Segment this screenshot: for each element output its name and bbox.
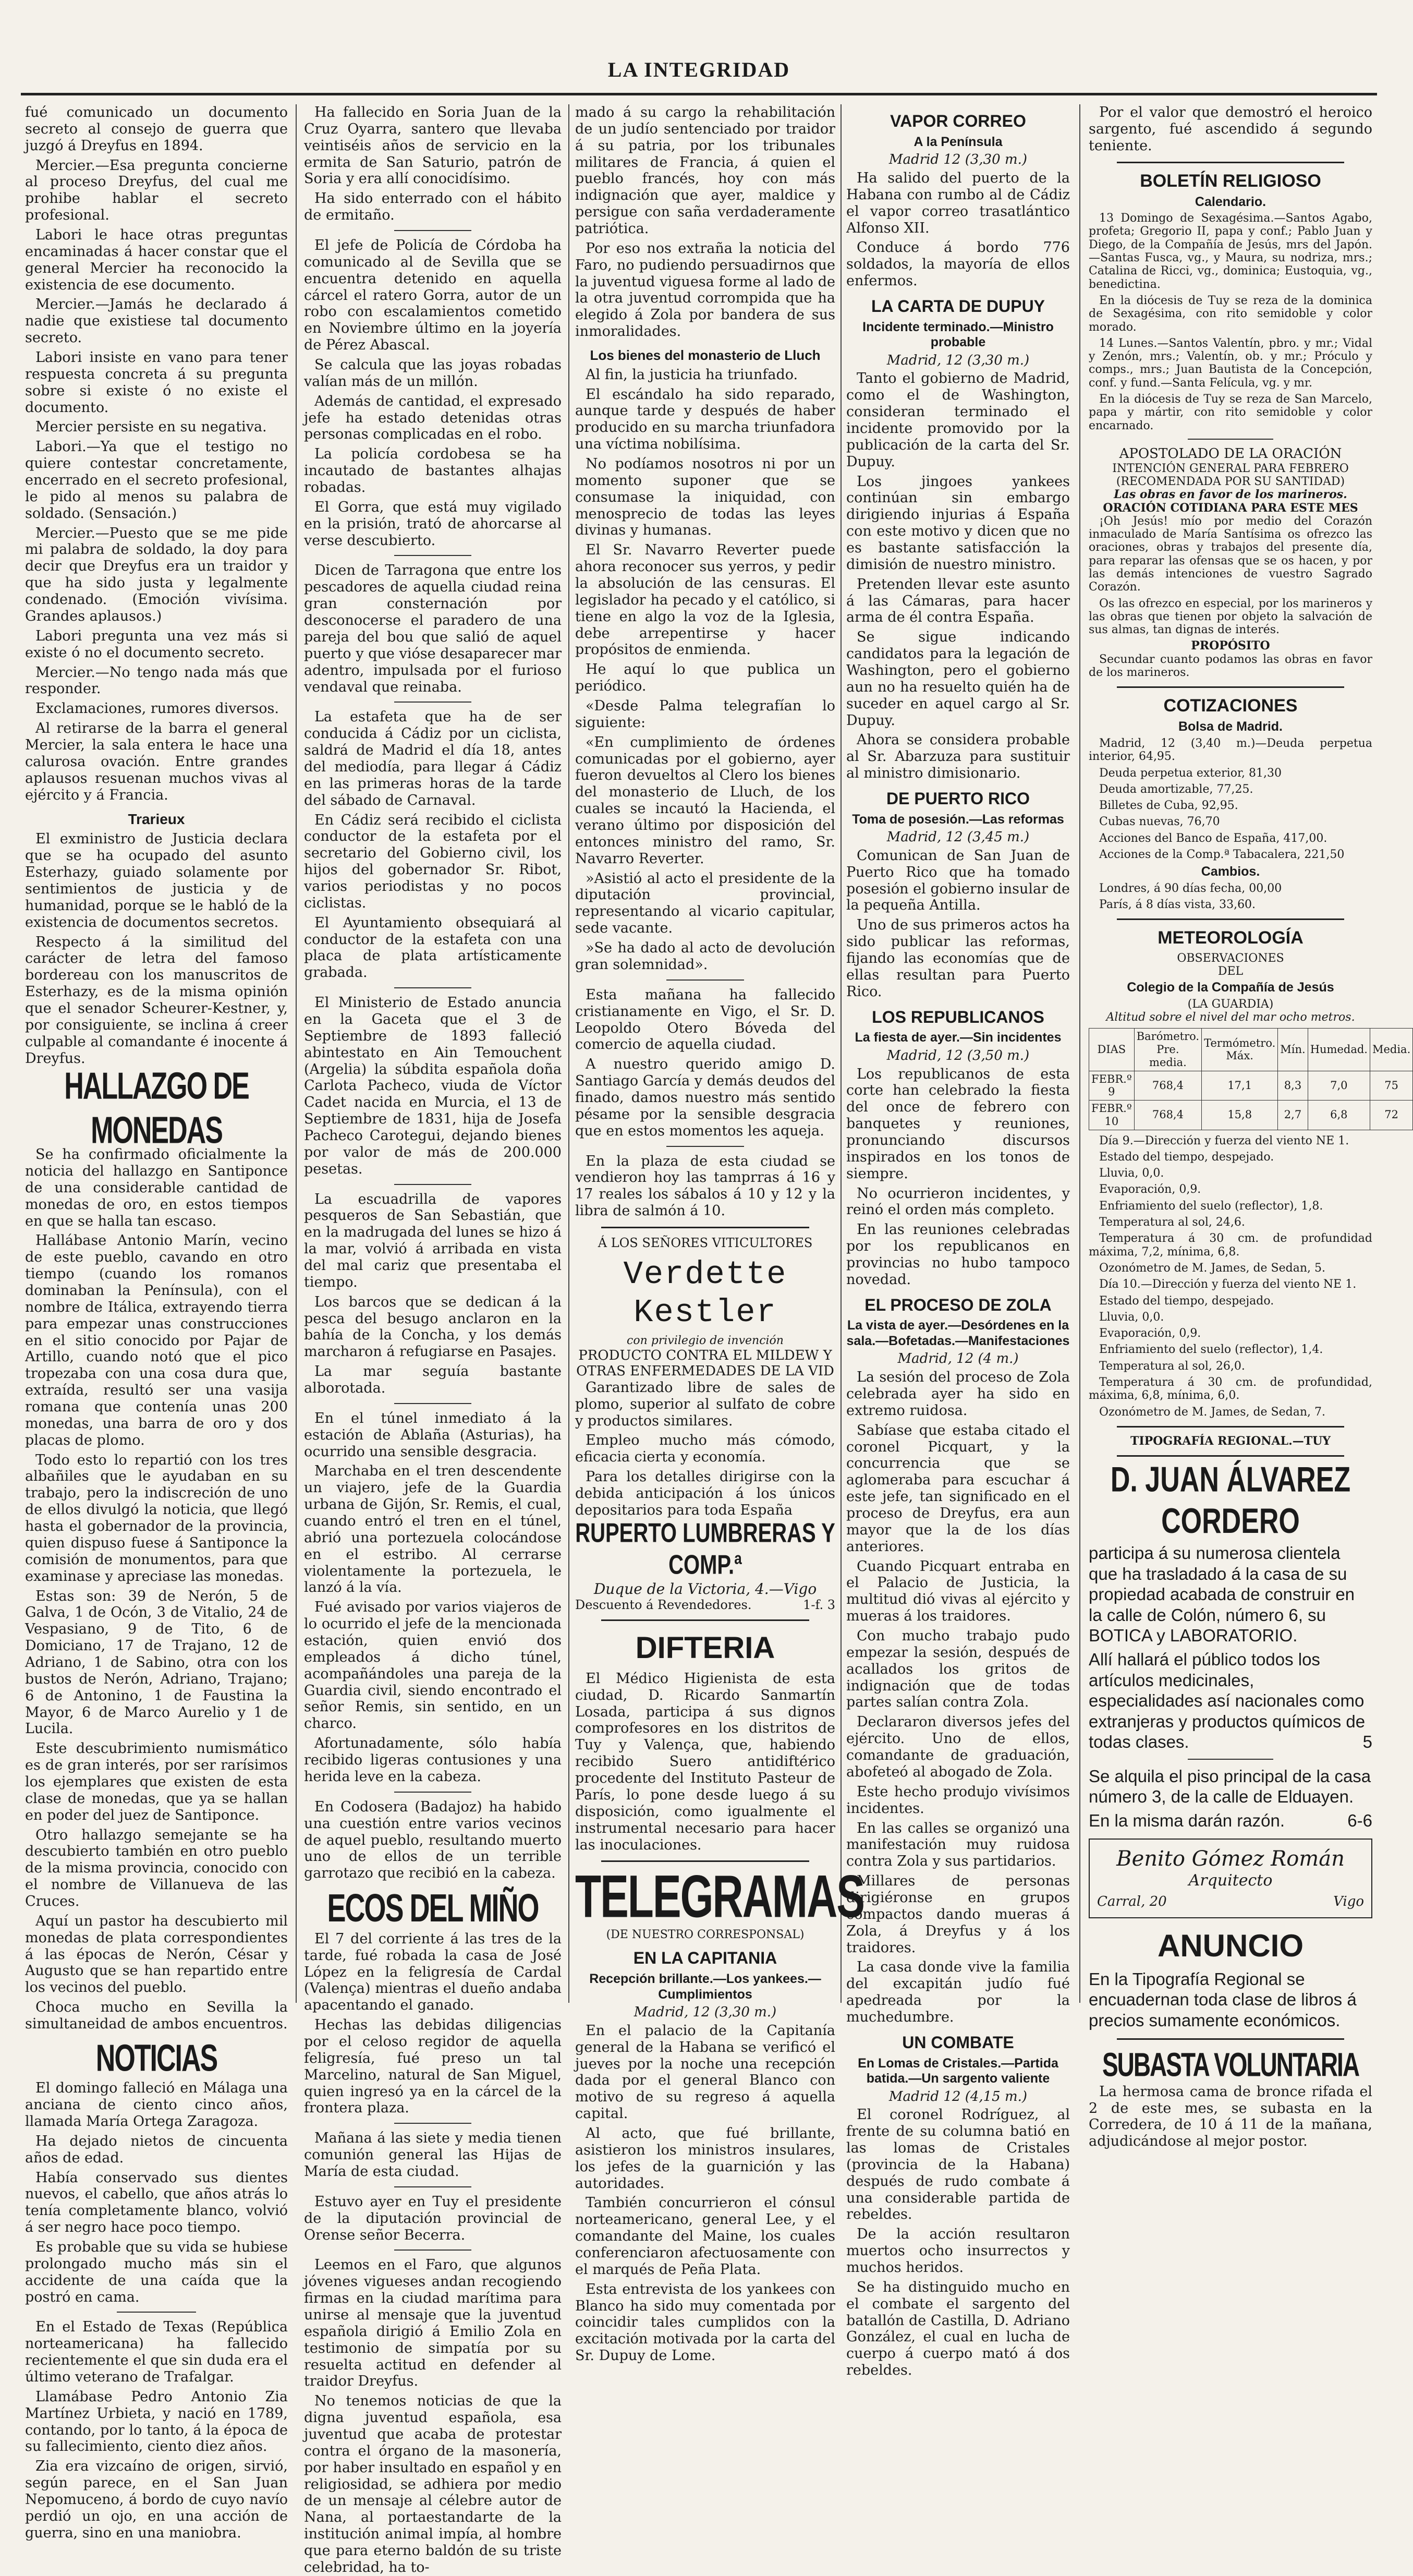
paragraph: No podíamos nosotros ni por un momento suponer que se consumase la iniquidad, con menosprecio de todas las leyes divinas y humanas.	[575, 456, 835, 539]
ad-text	[1089, 1649, 1372, 1752]
subheading: La vista de ayer.—Desórdenes en la sala.—Bofetadas.—Manifestaciones	[846, 1318, 1070, 1348]
paragraph: Se sigue indicando candidatos para la legación de Washington, pero el gobierno aun no ha resuelto quién ha de suceder en aquel cargo al Sr. Dupuy.	[846, 629, 1070, 729]
ad-text: Para los detalles dirigirse con la debida anticipación á los únicos depositarios para toda España	[575, 1469, 835, 1518]
paragraph: Londres, á 90 días fecha, 00,00	[1099, 881, 1282, 895]
paragraph: ¡Oh Jesús! mío por medio del Corazón inmaculado de María Santísima os ofrezco las oraciones, obras y trabajos del presente día, para reparar las ofensas que se os hacen, y por las demás intenciones de vuestro Sagrado Corazón.	[1089, 514, 1372, 594]
column-4	[842, 104, 1074, 2379]
table-cell: 768,4	[1134, 1071, 1201, 1100]
paragraph: Evaporación, 0,9.	[1099, 1183, 1201, 1196]
table-header: DIAS	[1089, 1029, 1135, 1071]
paragraph: Mercier.—No tengo nada más que responder.	[25, 664, 288, 697]
paragraph: En el Estado de Texas (República norteamericana) ha fallecido recientemente el que sin duda era el último veterano de Trafalgar.	[25, 2319, 288, 2385]
paragraph: El escándalo ha sido reparado, aunque tarde y después de haber producido en su marcha triunfadora una víctima nobilísima.	[575, 386, 835, 453]
dateline: Madrid, 12 (3,50 m.)	[886, 1047, 1030, 1063]
paragraph: Evaporación, 0,9.	[1099, 1327, 1201, 1340]
section-heading-capitania: EN LA CAPITANIA	[633, 1949, 777, 1968]
paragraph: Zia era vizcaíno de origen, sirvió, según parece, en el San Juan Nepomuceno, á bordo de cuyo navío perdió un ojo, en una acción de guerra, sino en una maniobra.	[25, 2458, 288, 2541]
paragraph: Los jingoes yankees continúan sin embargo dirigiendo injurias á España con este motivo y dicen que no es bastante satisfacción la dimisión de nuestro ministro.	[846, 473, 1070, 573]
architect-ad	[1089, 1839, 1372, 1918]
paragraph: Temperatura al sol, 26,0.	[1099, 1359, 1245, 1373]
separator	[394, 2123, 471, 2124]
printer-credit: TIPOGRAFÍA REGIONAL.—TUY	[1130, 1434, 1331, 1448]
correspondent-note: (DE NUESTRO CORRESPONSAL)	[606, 1928, 805, 1942]
paragraph: mado á su cargo la rehabilitación de un judío sentenciado por traidor á su patria, por los tribunales militares de Francia, á quien el pueblo francés, hoy con más indignación que ayer, maldice y persigue con saña verdaderamente patriótica.	[575, 104, 835, 237]
separator	[394, 2186, 471, 2187]
paragraph: Deuda amortizable, 77,25.	[1099, 782, 1253, 796]
dateline: Madrid, 12 (3,30 m.)	[634, 2004, 777, 2021]
paragraph: Día 10.—Dirección y fuerza del viento NE 1.	[1099, 1278, 1357, 1291]
separator	[666, 979, 745, 981]
paragraph: Labori pregunta una vez más si existe ó no el documento secreto.	[25, 627, 288, 661]
ad-footer	[575, 1598, 835, 1612]
subheading: Las obras en favor de los marineros.	[1114, 488, 1347, 502]
paragraph: París, á 8 días vista, 33,60.	[1099, 898, 1256, 912]
ad-text: Se alquila el piso principal de la casa número 3, de la calle de Elduayen.	[1089, 1766, 1371, 1807]
paragraph: El Ministerio de Estado anuncia en la Gaceta que el 3 de Septiembre de 1893 falleció abintestato en Ain Temouchent (Argelia) la súbdita española doña Carlota Pacheco, viuda de Víctor Cadet nacida en Murcia, el 13 de Septiembre de 1831, hija de Josefa Pacheco Carotegui, dejando bienes por valor de más de 200.000 pesetas.	[304, 995, 562, 1177]
paragraph: He aquí lo que publica un periódico.	[575, 661, 835, 695]
table-row	[1089, 1100, 1413, 1130]
table-cell: FEBR.º 9	[1089, 1071, 1135, 1100]
ad-text: Garantizado libre de sales de plomo, superior al sulfato de cobre y productos similares.	[575, 1379, 835, 1429]
paragraph: Otro hallazgo semejante se ha descubierto también en otro pueblo de la misma provincia, conocido con el nombre de Villanueva de las Cruces.	[25, 1827, 288, 1909]
section-heading-anuncio: ANUNCIO	[1158, 1928, 1304, 1963]
table-header: Humedad.	[1308, 1029, 1370, 1071]
table-cell: 7,0	[1308, 1071, 1370, 1100]
paragraph: Mercier.—Esa pregunta concierne al proceso Dreyfus, del cual me prohibe hablar el secreto profesional.	[25, 157, 288, 224]
ad-text-body: Allí hallará el público todos los artículos medicinales, especialidades así nacionales como extranjeras y productos químicos de todas clases.	[1089, 1649, 1366, 1752]
column-5	[1085, 104, 1411, 2150]
ad-address: Duque de la Victoria, 4.—Vigo	[593, 1580, 817, 1598]
section-heading-noticias: NOTICIAS	[95, 2037, 217, 2080]
paragraph: En las calles se organizó una manifestación muy ruidosa contra Zola y sus partidarios.	[846, 1820, 1070, 1870]
separator	[394, 702, 471, 703]
separator	[666, 1146, 745, 1147]
paragraph: Por el valor que demostró el heroico sargento, fué ascendido á segundo teniente.	[1089, 104, 1372, 154]
paragraph: Además de cantidad, el expresado jefe ha estado detenidas otras personas complicadas en el robo.	[304, 393, 562, 443]
section-heading-meteorologia: METEOROLOGÍA	[1158, 928, 1304, 948]
column-divider	[568, 104, 569, 2003]
paragraph: »Asistió al acto el presidente de la diputación provincial, representando al vicario capitular, sede vacante.	[575, 870, 835, 937]
paragraph: Marchaba en el tren descendente un viajero, jefe de la Guardia urbana de Gijón, Sr. Remis, el cual, cuando entró el tren en el túnel, abrió una portezuela colocándose en el estribo. Al cerrarse violentamente la portezuela, le lanzó á la vía.	[304, 1463, 562, 1596]
paragraph: Ha salido del puerto de la Habana con rumbo al de Cádiz el vapor correo trasatlántico Alfonso XII.	[846, 170, 1070, 236]
section-heading-trarieux: Trarieux	[128, 811, 185, 828]
paragraph: Al acto, que fué brillante, asistieron los ministros insulares, los jefes de la guarnición y las autoridades.	[575, 2125, 835, 2192]
separator	[601, 1619, 809, 1621]
paragraph: Por eso nos extraña la noticia del Faro, no pudiendo persuadirnos que la juventud viguesa forme al lado de la otra juventud corrompida que ha elegido á Zola por bandera de sus inmoralidades.	[575, 240, 835, 340]
paragraph: Con mucho trabajo pudo empezar la sesión, después de acallados los gritos de indignación que de todas partes salían contra Zola.	[846, 1628, 1070, 1711]
paragraph: Estas son: 39 de Nerón, 5 de Galva, 1 de Ocón, 3 de Vitalio, 24 de Vespasiano, 9 de Tito, 6 de Domiciano, 17 de Trajano, 12 de Adriano, 1 de Sabino, otra con los bustos de Nerón, Adriano, Trajano; 6 de Antonino, 1 de Faustina la Mayor, 6 de Marco Aurelio y 1 de Lucila.	[25, 1588, 288, 1737]
paragraph: Afortunadamente, sólo había recibido ligeras contusiones y una herida leve en la cabeza.	[304, 1735, 562, 1785]
paragraph: No tenemos noticias de que la digna juventud española, esa juventud que acaba de protestar contra el órgano de la masonería, por haber insultado en español y en religiosidad, se adhiera por medio de un mensaje al célebre autor de Nana, al portaestandarte de la institución animal impía, al hombre que para eterno baldón de su triste celebridad, ha to-	[304, 2393, 562, 2575]
separator	[1117, 1426, 1344, 1428]
paragraph: Enfriamiento del suelo (reflector), 1,4.	[1099, 1343, 1323, 1357]
paragraph: Acciones de la Comp.ª Tabacalera, 221,50	[1099, 848, 1345, 862]
separator	[394, 2250, 471, 2251]
paragraph: Al fin, la justicia ha triunfado.	[586, 366, 798, 383]
paragraph: En las reuniones celebradas por los republicanos en provincias no hubo tampoco novedad.	[846, 1222, 1070, 1288]
separator	[394, 555, 471, 556]
column-divider	[1079, 104, 1080, 2003]
separator	[117, 2312, 196, 2313]
separator	[1117, 162, 1344, 163]
paragraph: Esta mañana ha fallecido cristianamente en Vigo, el Sr. D. Leopoldo Otero Bóveda del comercio de aquella ciudad.	[575, 986, 835, 1053]
paragraph: La sesión del proceso de Zola celebrada ayer ha sido en extremo ruidosa.	[846, 1369, 1070, 1419]
newspaper-title: LA INTEGRIDAD	[607, 58, 790, 81]
paragraph: Sabíase que estaba citado el coronel Picquart, y la concurrencia que se aglomeraba para escuchar á este jefe, tan significado en el proceso de Dreyfus, era aun mayor que la de los días anteriores.	[846, 1422, 1070, 1555]
section-heading-zola: EL PROCESO DE ZOLA	[864, 1295, 1052, 1314]
paragraph: Estado del tiempo, despejado.	[1099, 1150, 1274, 1164]
paragraph: Ha fallecido en Soria Juan de la Cruz Oyarra, santero que llevaba veintiséis años de servicio en la ermita de San Saturio, patrón de Soria y era allí conocidísimo.	[304, 104, 562, 187]
paragraph: Ahora se considera probable al Sr. Abarzuza para sustituir al ministro dimisionario.	[846, 732, 1070, 782]
table-cell: 75	[1370, 1071, 1412, 1100]
table-cell: 6,8	[1308, 1100, 1370, 1130]
paragraph: A nuestro querido amigo D. Santiago García y demás deudos del finado, damos nuestro más sentido pésame por la sensible desgracia que en estos momentos les aqueja.	[575, 1056, 835, 1139]
architect-name: Benito Gómez Román	[1116, 1846, 1345, 1871]
paragraph: Mercier.—Jamás he declarado á nadie que existiese tal documento secreto.	[25, 296, 288, 346]
ad-ref: 5	[1362, 1732, 1372, 1752]
architect-street: Carral, 20	[1097, 1894, 1167, 1910]
viticultores-ad	[575, 1236, 835, 1613]
table-header: Termómetro. Máx.	[1202, 1029, 1278, 1071]
paragraph: El Médico Higienista de esta ciudad, D. Ricardo Sanmartín Losada, participa á sus dignos comprofesores en los distritos de Tuy y Valença, que, habiendo recibido Suero antidiftérico procedente del Instituto Pasteur de París, lo pone desde luego á su disposición, como igualmente el instrumental necesario para hacer las inoculaciones.	[575, 1670, 835, 1853]
paragraph: El domingo falleció en Málaga una anciana de ciento cinco años, llamada María Ortega Zaragoza.	[25, 2080, 288, 2130]
paragraph: El Sr. Navarro Reverter puede ahora reconocer sus yerros, y pedir la absolución de las censuras. El legislador ha pecado y el católico, si tiene en algo la voz de la Iglesia, debe arrepentirse y hacer propósitos de enmienda.	[575, 542, 835, 658]
paragraph: Lluvia, 0,0.	[1099, 1310, 1164, 1324]
paragraph: Os las ofrezco en especial, por los marineros y las obras que tienen por objeto la salvación de sus almas, tan dignas de interés.	[1089, 597, 1372, 637]
paragraph: En Cádiz será recibido el ciclista conductor de la estafeta por el secretario del Gobierno civil, los hijos del gobernador Sr. Ribot, varios periodistas y no pocos ciclistas.	[304, 812, 562, 911]
paragraph: Labori.—Ya que el testigo no quiere contestar concretamente, encerrado en el secreto profesional, le pido al menos su palabra de soldado. (Sensación.)	[25, 439, 288, 522]
separator	[394, 230, 471, 231]
paragraph: »Se ha dado al acto de devolución gran solemnidad».	[575, 940, 835, 973]
table-cell: FEBR.º 10	[1089, 1100, 1135, 1130]
paragraph: En el palacio de la Capitanía general de la Habana se verificó el jueves por la noche una recepción dada por el general Blanco con motivo de su regreso á aquella capital.	[575, 2022, 835, 2122]
table-cell: 768,4	[1134, 1100, 1201, 1130]
paragraph: Estado del tiempo, despejado.	[1099, 1294, 1274, 1308]
paragraph: Pretenden llevar este asunto á las Cámaras, para hacer arma de él contra España.	[846, 576, 1070, 626]
paragraph: Los barcos que se dedican á la pesca del besugo anclaron en la bahía de la Concha, y los demás marcharon á refugiarse en Pasajes.	[304, 1293, 562, 1360]
paragraph: La hermosa cama de bronce rifada el 2 de este mes, se subasta en la Corredera, de 10 á 11 de la mañana, adjudicándose al mejor postor.	[1089, 2083, 1372, 2150]
ad-ref: 1-f. 3	[803, 1598, 835, 1613]
paragraph: La mar seguía bastante alborotada.	[304, 1363, 562, 1397]
paragraph: El jefe de Policía de Córdoba ha comunicado al de Sevilla que se encuentra detenido en aquella cárcel el ratero Gorra, autor de un robo con escalamientos cometido en Noviembre último en la joyería de Pérez Abascal.	[304, 237, 562, 354]
dateline: Madrid, 12 (4 m.)	[897, 1351, 1019, 1367]
paragraph: Mercier persiste en su negativa.	[35, 419, 267, 436]
subheading: Colegio de la Compañía de Jesús	[1127, 980, 1334, 995]
paragraph: De la acción resultaron muertos ocho insurrectos y muchos heridos.	[846, 2226, 1070, 2276]
paragraph: Labori insiste en vano para tener respuesta concreta á su pregunta sobre si existe ó no existe el documento.	[25, 349, 288, 416]
subheading: A la Península	[913, 134, 1003, 149]
paragraph: 14 Lunes.—Santos Valentín, pbro. y mr.; Vidal y Zenón, mrs.; Valentín, ob. y mr.; Próculo y comps., mrs.; Juan Bautista de la Concepción, conf. y fund.—Santa Felícula, vg. y mr.	[1089, 336, 1372, 390]
section-heading-bienes: Los bienes del monasterio de Lluch	[590, 347, 821, 364]
paragraph: Este descubrimiento numismático es de gran interés, por ser rarísimos los ejemplares que existen de esta clase de monedas, que ya se hallan en poder del juez de Santiponce.	[25, 1740, 288, 1823]
ad-text: En la Tipografía Regional se encuadernan toda clase de libros á precios sumamente económicos.	[1089, 1969, 1357, 2030]
separator	[394, 1403, 471, 1404]
paragraph: También concurrieron el cónsul norteamericano, general Lee, y el comandante del Maine, los cuales conferenciaron afectuosamente con el marqués de Peña Plata.	[575, 2195, 835, 2278]
paragraph: La casa donde vive la familia del excapitán judío fué apedreada por la muchedumbre.	[846, 1959, 1070, 2025]
architect-address	[1097, 1894, 1364, 1910]
architect-city: Vigo	[1333, 1894, 1364, 1910]
ad-ref: 6-6	[1347, 1811, 1372, 1831]
paragraph: Acciones del Banco de España, 417,00.	[1099, 831, 1327, 845]
subheading: PROPÓSITO	[1191, 639, 1270, 653]
paragraph: Esta entrevista de los yankees con Blanco ha sido muy comentada por coincidir tales cumplidos con la excitación motivada por la carta del Sr. Dupuy de Lome.	[575, 2281, 835, 2364]
subheading: ORACIÓN COTIDIANA PARA ESTE MES	[1103, 501, 1358, 515]
paragraph: Ha sido enterrado con el hábito de ermitaño.	[304, 190, 562, 224]
paragraph: fué comunicado un documento secreto al consejo de guerra que juzgó á Dreyfus en 1894.	[25, 104, 288, 154]
section-heading-cotizaciones: COTIZACIONES	[1163, 696, 1298, 716]
paragraph: Choca mucho en Sevilla la simultaneidad de ambos encuentros.	[25, 1999, 288, 2032]
advertiser-name: D. JUAN ÁLVAREZ CORDERO	[1110, 1460, 1351, 1542]
dateline: Madrid, 12 (3,30 m.)	[886, 352, 1030, 368]
paragraph: Ha dejado nietos de cincuenta años de edad.	[25, 2133, 288, 2166]
section-heading-difteria: DIFTERIA	[635, 1631, 775, 1665]
section-heading-puerto-rico: DE PUERTO RICO	[886, 789, 1030, 808]
paragraph: «Desde Palma telegrafían lo siguiente:	[575, 698, 835, 731]
paragraph: Dicen de Tarragona que entre los pescadores de aquella ciudad reina gran consternación por desconocerse el paradero de una pareja del bou que salió de aquel puerto y que vióse desaparecer mar adentro, impulsada por el furioso vendaval que reinaba.	[304, 562, 562, 695]
section-heading-telegramas: TELEGRAMAS	[575, 1864, 864, 1931]
paragraph: En la diócesis de Tuy se reza de la dominica de Sexagésima, con rito semidoble y color morado.	[1089, 294, 1372, 334]
paragraph: Se ha confirmado oficialmente la noticia del hallazgo en Santiponce de una considerable cantidad de monedas de oro, en estos tiempos en que se halla tan escaso.	[25, 1146, 288, 1229]
subheading: Altitud sobre el nivel del mar ocho metros.	[1106, 1010, 1355, 1024]
column-2	[300, 104, 566, 2575]
paragraph: «En cumplimiento de órdenes comunicadas por el gobierno, ayer fueron devueltos al Clero los bienes del monasterio de Lluch, de los cuales se incautó la Hacienda, el verano último por disposición del entonces ministro del ramo, Sr. Navarro Reverter.	[575, 734, 835, 867]
paragraph: Cuando Picquart entraba en el Palacio de Justicia, la multitud dió vivas al ejército y mueras á los traidores.	[846, 1558, 1070, 1625]
subheading: OBSERVACIONES	[1177, 951, 1284, 965]
separator	[1117, 918, 1344, 920]
table-header: Barómetro. Pre. media.	[1134, 1029, 1201, 1071]
subheading: Cambios.	[1201, 864, 1260, 879]
paragraph: El exministro de Justicia declara que se ha ocupado del asunto Esterhazy, guiado solamente por sentimientos de justicia y de humanidad, porque se le habló de la existencia de documentos secretos.	[25, 831, 288, 930]
subheading: En Lomas de Cristales.—Partida batida.—Un sargento valiente	[858, 2055, 1058, 2086]
paragraph: Tanto el gobierno de Madrid, como el de Washington, consideran terminado el incidente promovido por la publicación de la carta del Sr. Dupuy.	[846, 370, 1070, 470]
paragraph: Estuvo ayer en Tuy el presidente de la diputación provincial de Orense señor Becerra.	[304, 2193, 562, 2243]
separator	[1117, 686, 1344, 688]
paragraph: La estafeta que ha de ser conducida á Cádiz por un ciclista, saldrá de Madrid el día 18, antes del mediodía, para llegar á Cádiz en las primeras horas de la tarde del sábado de Carnaval.	[304, 709, 562, 808]
separator	[394, 1792, 471, 1793]
paragraph: El Gorra, que está muy vigilado en la prisión, trató de ahorcarse al verse descubierto.	[304, 499, 562, 549]
separator	[394, 987, 471, 988]
ad-company: RUPERTO LUMBRERAS Y COMP.ª	[575, 1518, 835, 1580]
separator	[1188, 439, 1273, 440]
section-heading-subasta: SUBASTA VOLUNTARIA	[1102, 2045, 1359, 2083]
paragraph: Comunican de San Juan de Puerto Rico que ha tomado posesión el gobierno insular de la pequeña Antilla.	[846, 847, 1070, 914]
ad-heading: Á LOS SEÑORES VITICULTORES	[598, 1235, 813, 1250]
paragraph: Se ha distinguido mucho en el combate el sargento del batallón de Castilla, D. Adriano González, el cual en lucha de cuerpo á cuerpo mató á dos rebeldes.	[846, 2279, 1070, 2379]
paragraph: 13 Domingo de Sexagésima.—Santos Agabo, profeta; Gregorio II, papa y conf.; Pablo Juan y Diego, de la Compañía de Jesús, mrs del Japón.—Santas Fusca, vg., y Maura, su nodriza, mrs.; Catalina de Ricci, vg., dominica; Eustoquia, vg., benedictina.	[1089, 212, 1372, 291]
section-heading-combate: UN COMBATE	[902, 2033, 1014, 2052]
ad-privilege: con privilegio de invención	[627, 1334, 784, 1347]
paragraph: Labori le hace otras preguntas encaminadas á hacer constar que el general Mercier ha reconocido la existencia de ese documento.	[25, 227, 288, 293]
paragraph: Hallábase Antonio Marín, vecino de este pueblo, cavando en otro tiempo (cuando los romanos dominaban la Península), con el nombre de Itálica, extrayendo tierra para empezar unas construcciones en el sitio conocido por Pajar de Artillo, cuando notó que el pico tropezaba con una cosa dura que, extraída, resultó ser una vasija romana que contenía unas 200 monedas, una barra de oro y dos placas de plomo.	[25, 1232, 288, 1448]
table-header: Media.	[1370, 1029, 1412, 1071]
paragraph: Declararon diversos jefes del ejército. Uno de ellos, comandante de graduación, abofeteó al abogado de Zola.	[846, 1714, 1070, 1780]
subheading: La fiesta de ayer.—Sin incidentes	[855, 1030, 1062, 1045]
paragraph: Todo esto lo repartió con los tres albañiles que le ayudaban en su trabajo, pero la indiscreción de uno de ellos divulgó la noticia, que llegó hasta el gobernador de la provincia, quien dispuso fuese á Santiponce la comisión de monumentos, para que examinase y apreciase las monedas.	[25, 1452, 288, 1585]
ad-brand: Verdette Kestler	[623, 1256, 787, 1332]
paragraph: La escuadrilla de vapores pesqueros de San Sebastián, que en la madrugada del lunes se hizo á la mar, volvió á arribada en vista del mal cariz que presentaba el tiempo.	[304, 1191, 562, 1290]
paragraph: Llamábase Pedro Antonio Zia Martínez Urbieta, y nació en 1789, contando, por lo tanto, á la época de su fallecimiento, ciento diez años.	[25, 2388, 288, 2455]
separator	[1117, 1455, 1344, 1457]
table-cell: 8,3	[1278, 1071, 1308, 1100]
paragraph: En la plaza de esta ciudad se vendieron hoy las tamprras á 16 y 17 reales los sábalos á 10 y 12 y la libra de salmón á 10.	[575, 1153, 835, 1219]
paragraph: Es probable que su vida se hubiese prolongado mucho más sin el accidente de una caída que la postró en cama.	[25, 2239, 288, 2305]
paragraph: Respecto á la similitud del carácter de letra del famoso bordereau con los manuscritos de Esterhazy, es de la misma opinión que el senador Scheurer-Kestner, y, por consiguiente, se inclina á creer culpable al comandante é inocente á Dreyfus.	[25, 934, 288, 1067]
section-heading-boletin: BOLETÍN RELIGIOSO	[1140, 171, 1321, 191]
ad-discount: Descuento á Revendedores.	[575, 1598, 752, 1613]
section-heading-republicanos: LOS REPUBLICANOS	[872, 1007, 1044, 1026]
paragraph: Había conservado sus dientes nuevos, el cabello, que años atrás lo tenía completamente blanco, volvió á ser negro hace poco tiempo.	[25, 2169, 288, 2236]
table-cell: 15,8	[1202, 1100, 1278, 1130]
column-divider	[841, 104, 842, 2003]
paragraph: Leemos en el Faro, que algunos jóvenes vigueses andan recogiendo firmas en la ciudad marítima para unirse al mensaje que la juventud española dirigió á Emilio Zola en testimonio de simpatía por su resuelta actitud en defender al traidor Dreyfus.	[304, 2257, 562, 2390]
subheading: Calendario.	[1195, 194, 1266, 209]
paragraph: Deuda perpetua exterior, 81,30	[1099, 766, 1282, 780]
paragraph: Mercier.—Puesto que se me pide mi palabra de soldado, la doy para decir que Dreyfus era un traidor y que ha sido justa y legalmente condenado. (Emoción vivísima. Grandes aplausos.)	[25, 525, 288, 624]
ad-product: PRODUCTO CONTRA EL MILDEW Y OTRAS ENFERMEDADES DE LA VID	[576, 1347, 834, 1380]
dateline: Madrid 12 (4,15 m.)	[888, 2088, 1028, 2105]
header-rule	[21, 93, 1377, 98]
subheading: Bolsa de Madrid.	[1178, 719, 1283, 734]
paragraph: Hechas las debidas diligencias por el celoso regidor de aquella feligresía, fué preso un tal Marcelino, natural de San Miguel, quien ingresó ya en la cárcel de la frontera plaza.	[304, 2017, 562, 2117]
paragraph: El 7 del corriente á las tres de la tarde, fué robada la casa de José López en la feligresía de Cardal (Valença) mientras el dueño andaba apacentando el ganado.	[304, 1930, 562, 2014]
subheading: INTENCIÓN GENERAL PARA FEBRERO	[1112, 462, 1349, 475]
ad-text: Empleo mucho más cómodo, eficacia cierta y economía.	[575, 1432, 835, 1466]
section-heading-apostolado: APOSTOLADO DE LA ORACIÓN	[1119, 445, 1342, 462]
dateline: Madrid 12 (3,30 m.)	[888, 152, 1028, 168]
table-cell: 72	[1370, 1100, 1412, 1130]
section-heading-vapor: VAPOR CORREO	[890, 112, 1026, 130]
subheading: Recepción brillante.—Los yankees.—Cumplimientos	[589, 1972, 821, 2002]
table-header-row	[1089, 1029, 1413, 1071]
paragraph: Temperatura á 30 cm. de profundidad máxima, 7,2, mínima, 6,8.	[1089, 1232, 1372, 1259]
paragraph: Madrid, 12 (3,40 m.)—Deuda perpetua interior, 64,95.	[1089, 736, 1372, 764]
subheading: (LA GUARDIA)	[1187, 997, 1274, 1011]
table-row	[1089, 1071, 1413, 1100]
paragraph: La policía cordobesa se ha incautado de bastantes alhajas robadas.	[304, 446, 562, 496]
section-heading-dupuy: LA CARTA DE DUPUY	[871, 296, 1045, 316]
paragraph: Enfriamiento del suelo (reflector), 1,8.	[1099, 1199, 1323, 1213]
paragraph: Aquí un pastor ha descubierto mil monedas de plata correspondientes á las épocas de Nerón, César y Augusto que se han repartido entre los vecinos del pueblo.	[25, 1913, 288, 1996]
masthead	[21, 57, 1377, 94]
separator	[394, 1184, 471, 1185]
paragraph: Los republicanos de esta corte han celebrado la fiesta del once de febrero con banquetes y reuniones, pronunciando discursos inspirados en los tonos de siempre.	[846, 1066, 1070, 1182]
ad-text	[1089, 1810, 1372, 1831]
dateline: Madrid, 12 (3,45 m.)	[886, 829, 1030, 845]
ad-text-body: En la misma darán razón.	[1089, 1811, 1285, 1831]
paragraph: El Ayuntamiento obsequiará al conductor de la estafeta con una placa de plata artísticamente grabada.	[304, 914, 562, 981]
architect-role: Arquitecto	[1188, 1871, 1273, 1890]
column-3	[571, 104, 864, 2364]
table-header: Mín.	[1278, 1029, 1308, 1071]
separator	[1188, 1759, 1273, 1760]
paragraph: En la diócesis de Tuy se reza de San Marcelo, papa y mártir, con rito semidoble y color encarnado.	[1089, 393, 1372, 432]
column-divider	[296, 104, 297, 2003]
paragraph: Exclamaciones, rumores diversos.	[35, 700, 279, 717]
paragraph: En el túnel inmediato á la estación de Ablaña (Asturias), ha ocurrido una sensible desgracia.	[304, 1410, 562, 1460]
paragraph: Día 9.—Dirección y fuerza del viento NE 1.	[1099, 1134, 1349, 1147]
paragraph: Millares de personas dirigiéronse en grupos compactos dando mueras á Zola, á Dreyfus y á los traidores.	[846, 1873, 1070, 1956]
paragraph: Temperatura al sol, 24,6.	[1099, 1216, 1245, 1229]
paragraph: Ozonómetro de M. James, de Sedan, 7.	[1099, 1405, 1325, 1419]
section-heading-hallazgo: HALLAZGO DE MONEDAS	[64, 1065, 249, 1153]
subheading: (RECOMENDADA POR SU SANTIDAD)	[1116, 475, 1345, 488]
paragraph: En Codosera (Badajoz) ha habido una cuestión entre varios vecinos de aquel pueblo, resultando muerto uno de ellos de un terrible garrotazo que recibió en la cabeza.	[304, 1798, 562, 1882]
subheading: Toma de posesión.—Las reformas	[852, 812, 1064, 827]
paragraph: Uno de sus primeros actos ha sido publicar las reformas, fijando las economías que de ellas resultan para Puerto Rico.	[846, 917, 1070, 1000]
paragraph: Al retirarse de la barra el general Mercier, la sala entera le hace una calurosa ovación. Entre grandes aplausos resuenan muchos vivas al ejército y á Francia.	[25, 720, 288, 803]
paragraph: Lluvia, 0,0.	[1099, 1167, 1164, 1180]
paragraph: Secundar cuanto podamos las obras en favor de los marineros.	[1089, 652, 1372, 680]
ad-text: participa á su numerosa clientela que ha trasladado á la casa de su propiedad acabada de construir en la calle de Colón, número 6, su BOTICA y LABORATORIO.	[1089, 1543, 1355, 1646]
paragraph: Ozonómetro de M. James, de Sedan, 5.	[1099, 1261, 1325, 1275]
paragraph: Billetes de Cuba, 92,95.	[1099, 799, 1238, 813]
section-heading-ecos: ECOS DEL MIÑO	[327, 1886, 539, 1930]
paragraph: Este hecho produjo vivísimos incidentes.	[846, 1783, 1070, 1817]
column-1	[21, 104, 292, 2541]
paragraph: El coronel Rodríguez, al frente de su columna batió en las lomas de Cristales (provincia de la Habana) después de rudo combate á una considerable partida de rebeldes.	[846, 2107, 1070, 2223]
paragraph: Se calcula que las joyas robadas valían más de un millón.	[304, 357, 562, 390]
table-cell: 17,1	[1202, 1071, 1278, 1100]
table-cell: 2,7	[1278, 1100, 1308, 1130]
paragraph: Temperatura á 30 cm. de profundidad, máxima, 6,8, mínima, 6,0.	[1089, 1376, 1372, 1402]
paragraph: Mañana á las siete y media tienen comunión general las Hijas de María de esta ciudad.	[304, 2130, 562, 2180]
separator	[601, 1227, 809, 1228]
subheading: DEL	[1217, 964, 1244, 978]
weather-table	[1089, 1028, 1413, 1130]
paragraph: Cubas nuevas, 76,70	[1099, 815, 1220, 829]
paragraph: Conduce á bordo 776 soldados, la mayoría de ellos enfermos.	[846, 239, 1070, 289]
paragraph: No ocurrieron incidentes, y reinó el orden más completo.	[846, 1185, 1070, 1218]
separator	[1117, 2038, 1344, 2040]
paragraph: Fué avisado por varios viajeros de lo ocurrido el jefe de la mencionada estación, quien envió dos empleados á dicho túnel, acompañándoles una pareja de la Guardia civil, siendo encontrado el señor Remis, sin sentido, en un charco.	[304, 1599, 562, 1732]
subheading: Incidente terminado.—Ministro probable	[862, 319, 1054, 350]
